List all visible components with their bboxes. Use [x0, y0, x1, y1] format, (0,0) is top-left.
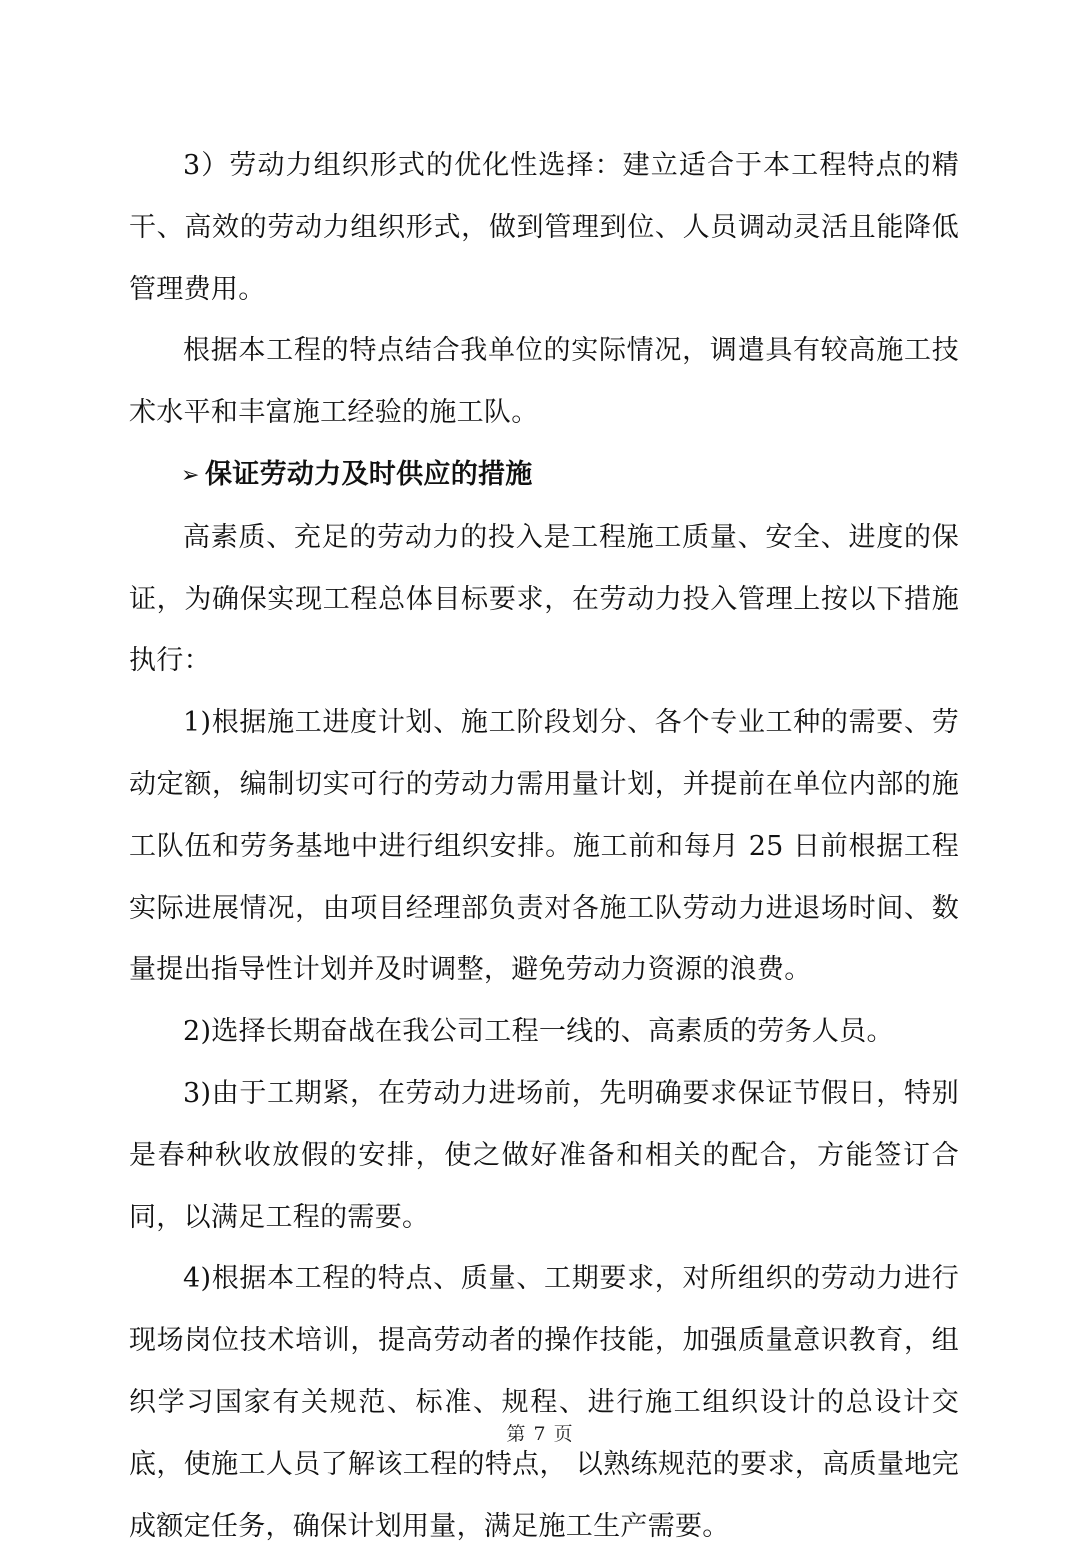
paragraph-construction-team: 根据本工程的特点结合我单位的实际情况，调遣具有较高施工技术水平和丰富施工经验的施工队。: [129, 335, 959, 429]
measure-item-2: 2)选择长期奋战在我公司工程一线的、高素质的劳务人员。: [183, 1016, 894, 1048]
paragraph-labor-organization: 3）劳动力组织形式的优化性选择：建立适合于本工程特点的精干、高效的劳动力组织形式，做到管理到位、人员调动灵活且能降低管理费用。: [129, 150, 959, 305]
measure-item-1: 1)根据施工进度计划、施工阶段划分、各个专业工种的需要、劳动定额，编制切实可行的劳动力需用量计划，并提前在单位内部的施工队伍和劳务基地中进行组织安排。施工前和每月 25 日前根据工程实际进展情况，由项目经理部负责对各施工队劳动力进退场时间、数量提出指导性计划并及时调整，避免劳动力资源的浪费。: [129, 707, 959, 986]
section-heading: [129, 444, 959, 507]
arrow-bullet-icon: ➢: [181, 462, 200, 488]
section-heading-text: 保证劳动力及时供应的措施: [205, 458, 533, 490]
body-text: [129, 135, 959, 1557]
page-number: 第 7 页: [506, 1423, 574, 1445]
measure-item-3: 3)由于工期紧，在劳动力进场前，先明确要求保证节假日，特别是春种秋收放假的安排，使之做好准备和相关的配合，方能签订合同，以满足工程的需要。: [129, 1077, 959, 1233]
measure-item-4: 4)根据本工程的特点、质量、工期要求，对所组织的劳动力进行现场岗位技术培训，提高劳动者的操作技能，加强质量意识教育，组织学习国家有关规范、标准、规程、进行施工组织设计的总设计交底，使施工人员了解该工程的特点， 以熟练规范的要求，高质量地完成额定任务，确保计划用量，满足施工生产需要。: [129, 1263, 959, 1542]
paragraph-measures-intro: 高素质、充足的劳动力的投入是工程施工质量、安全、进度的保证，为确保实现工程总体目标要求，在劳动力投入管理上按以下措施执行：: [129, 521, 959, 677]
